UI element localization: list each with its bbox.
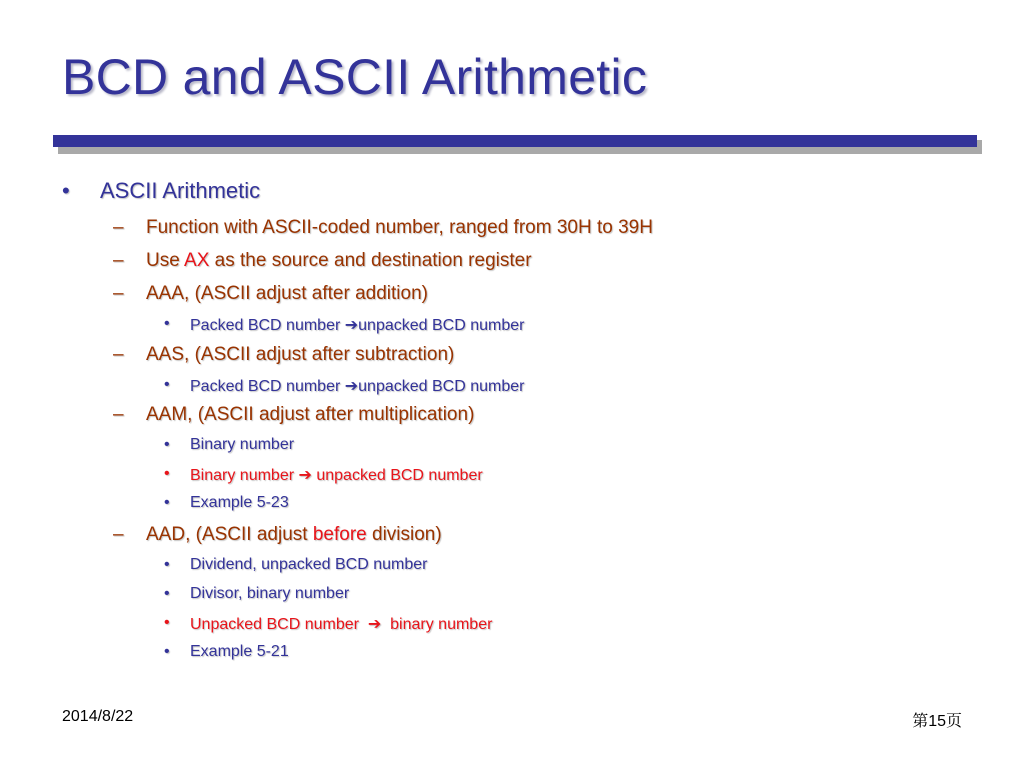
bullet-marker: • — [164, 436, 170, 453]
dash-marker: – — [113, 283, 124, 304]
subbullet-text-prefix: AAD, (ASCII adjust — [146, 524, 308, 545]
footer-date: 2014/8/22 — [62, 708, 134, 725]
item-text-right: binary number — [390, 616, 493, 633]
item-text-left: Packed BCD number — [190, 378, 341, 395]
item-aam-conversion — [164, 465, 483, 485]
subbullet-aaa — [113, 283, 428, 305]
subbullet-text: AAS, (ASCII adjust after subtraction) — [146, 344, 455, 365]
right-arrow-icon: ➔ — [344, 317, 359, 334]
item-text: Dividend, unpacked BCD number — [190, 556, 428, 573]
bullet-ascii-arithmetic — [62, 178, 261, 204]
item-aam-example — [164, 494, 289, 512]
subbullet-aam — [113, 404, 475, 426]
item-aad-conversion — [164, 614, 493, 634]
bullet-marker: • — [164, 556, 170, 573]
dash-marker: – — [113, 524, 124, 545]
subbullet-text-suffix: as the source and destination register — [214, 250, 532, 271]
right-arrow-icon: ➔ — [367, 616, 382, 633]
subbullet-text: AAM, (ASCII adjust after multiplication) — [146, 404, 475, 425]
subbullet-aas — [113, 344, 455, 366]
bullet-marker: • — [164, 643, 170, 660]
title-rule — [53, 135, 977, 147]
item-text-right: unpacked BCD number — [358, 317, 525, 334]
subbullet-text-suffix: division) — [372, 524, 442, 545]
subbullet-text-prefix: Use — [146, 250, 180, 271]
item-text: Example 5-21 — [190, 643, 289, 660]
item-aas-conversion — [164, 376, 525, 396]
slide-title: BCD and ASCII Arithmetic — [62, 49, 648, 105]
bullet-marker: • — [62, 178, 70, 203]
item-text: Divisor, binary number — [190, 585, 350, 602]
item-text: Example 5-23 — [190, 494, 289, 511]
item-text-left: Unpacked BCD number — [190, 616, 359, 633]
item-text-left: Binary number — [190, 467, 295, 484]
subbullet-aad — [113, 524, 442, 546]
bullet-text: ASCII Arithmetic — [100, 178, 261, 203]
item-aaa-conversion — [164, 315, 525, 335]
footer-page-number: 第15页 — [912, 713, 962, 730]
dash-marker: – — [113, 250, 124, 271]
register-ax: AX — [184, 250, 210, 271]
subbullet-text: Function with ASCII-coded number, ranged from 30H to 39H — [146, 217, 653, 238]
item-text-right: unpacked BCD number — [358, 378, 525, 395]
right-arrow-icon: ➔ — [344, 378, 359, 395]
bullet-marker: • — [164, 585, 170, 602]
item-aam-binary — [164, 436, 295, 454]
dash-marker: – — [113, 344, 124, 365]
item-text-left: Packed BCD number — [190, 317, 341, 334]
dash-marker: – — [113, 217, 124, 238]
item-aad-divisor — [164, 585, 350, 603]
item-text-right: unpacked BCD number — [316, 467, 483, 484]
subbullet-function — [113, 217, 653, 239]
bullet-marker: • — [164, 465, 170, 482]
subbullet-use-ax — [113, 250, 532, 272]
item-text: Binary number — [190, 436, 295, 453]
subbullet-text: AAA, (ASCII adjust after addition) — [146, 283, 428, 304]
bullet-marker: • — [164, 614, 170, 631]
bullet-marker: • — [164, 494, 170, 511]
keyword-before: before — [312, 524, 367, 545]
bullet-marker: • — [164, 315, 170, 332]
dash-marker: – — [113, 404, 124, 425]
bullet-marker: • — [164, 376, 170, 393]
right-arrow-icon: ➔ — [298, 467, 312, 484]
item-aad-example — [164, 643, 289, 661]
item-aad-dividend — [164, 556, 428, 574]
